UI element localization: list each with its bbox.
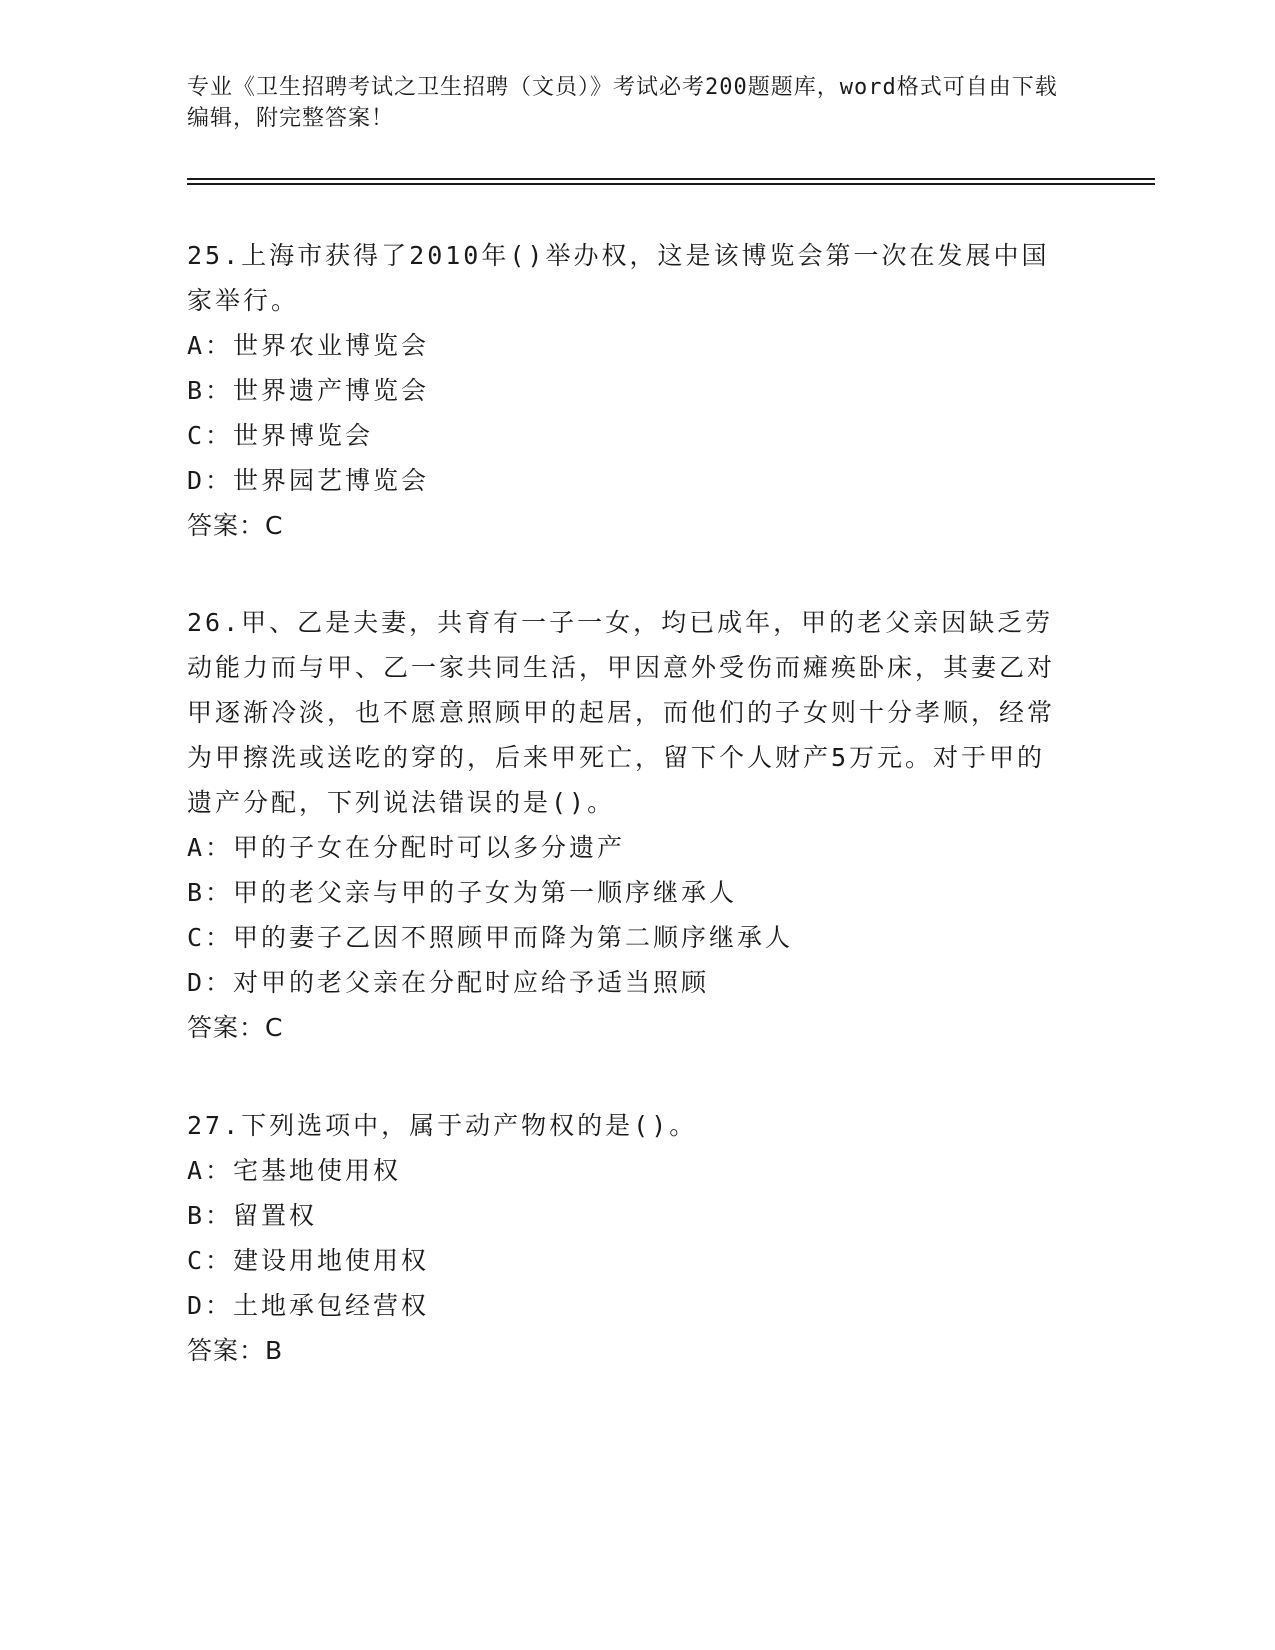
document-header: 专业《卫生招聘考试之卫生招聘（文员）》考试必考200题题库，word格式可自由下载编辑，附完整答案！ bbox=[187, 75, 1058, 131]
option-b: B：世界遗产博览会 bbox=[187, 376, 430, 405]
question-stem: 26.甲、乙是夫妻，共育有一子一女，均已成年，甲的老父亲因缺乏劳动能力而与甲、乙一家共同生活，甲因意外受伤而瘫痪卧床，其妻乙对甲逐渐冷淡，也不愿意照顾甲的起居，而他们的子女则十分孝顺，经常为甲擦洗或送吃的穿的，后来甲死亡，留下个人财产5万元。对于甲的遗产分配，下列说法错误的是()。 bbox=[187, 608, 1056, 817]
option-c: C：建设用地使用权 bbox=[187, 1246, 430, 1275]
answer: 答案：B bbox=[187, 1336, 284, 1365]
option-a: A：甲的子女在分配时可以多分遗产 bbox=[187, 833, 626, 862]
question-stem: 27.下列选项中，属于动产物权的是()。 bbox=[187, 1111, 698, 1140]
option-c: C：世界博览会 bbox=[187, 421, 374, 450]
question-26 bbox=[187, 600, 1067, 1050]
option-b: B：甲的老父亲与甲的子女为第一顺序继承人 bbox=[187, 878, 738, 907]
option-b: B：留置权 bbox=[187, 1201, 318, 1230]
answer: 答案：C bbox=[187, 511, 284, 540]
option-d: D：土地承包经营权 bbox=[187, 1291, 430, 1320]
question-25 bbox=[187, 233, 1067, 548]
header-divider-top bbox=[187, 178, 1155, 180]
question-27 bbox=[187, 1103, 1067, 1373]
answer: 答案：C bbox=[187, 1013, 284, 1042]
option-d: D：对甲的老父亲在分配时应给予适当照顾 bbox=[187, 968, 710, 997]
option-a: A：宅基地使用权 bbox=[187, 1156, 402, 1185]
question-stem: 25.上海市获得了2010年()举办权，这是该博览会第一次在发展中国家举行。 bbox=[187, 241, 1050, 315]
option-a: A：世界农业博览会 bbox=[187, 331, 430, 360]
option-c: C：甲的妻子乙因不照顾甲而降为第二顺序继承人 bbox=[187, 923, 794, 952]
header-divider-bottom bbox=[187, 183, 1155, 185]
option-d: D：世界园艺博览会 bbox=[187, 466, 430, 495]
